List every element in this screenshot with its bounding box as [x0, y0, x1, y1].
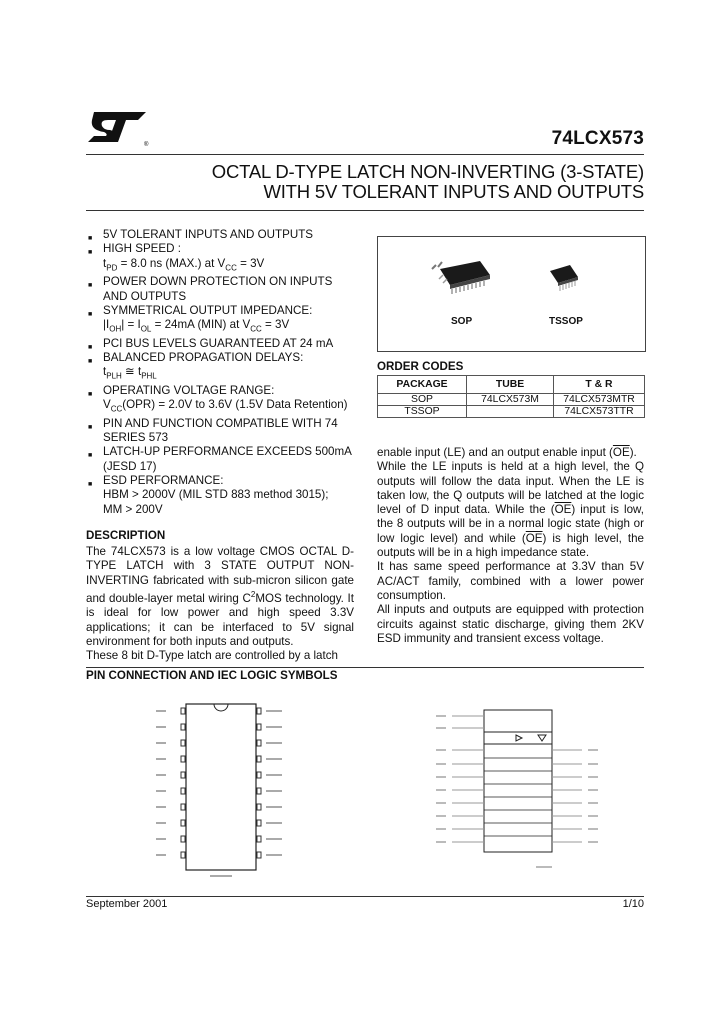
table-cell [467, 406, 554, 418]
tssop-package-image [546, 263, 580, 293]
page-number: 1/10 [622, 898, 644, 910]
table-header: TUBE [467, 376, 554, 394]
svg-text:®: ® [144, 142, 149, 148]
description-continued [377, 446, 644, 646]
feature-item: ■ PCI BUS LEVELS GUARANTEED AT 24 mA [86, 337, 354, 351]
paragraph: All inputs and outputs are equipped with protection circuits against static discharge, giving them 2KV ESD immunity and transient excess voltage. [377, 603, 644, 645]
bullet-icon: ■ [88, 390, 93, 398]
bullet-icon: ■ [88, 282, 93, 290]
st-logo [86, 106, 150, 148]
table-header-row [378, 376, 645, 394]
footer-rule [86, 896, 644, 897]
table-cell: TSSOP [378, 406, 467, 418]
paragraph: While the LE inputs is held at a high level, the Q outputs will follow the data input. When the LE is taken low, the Q outputs will be latched at the logic level of D input data. While the $(\overline{OE})$ input is low, the 8 outputs will be in a normal logic state (high or low logic level) and while $(\overline{OE})$ is high level, the outputs will be in a high impedance state. [377, 460, 645, 560]
pin-connection-diagram [150, 700, 290, 880]
feature-item: ■ HIGH SPEED : $t_{PD} = 8.0$ ns (MAX.) at $V_{CC} = 3V$ [88, 242, 265, 272]
iec-logic-symbol [432, 700, 622, 878]
sop-package-image [430, 259, 492, 297]
bullet-icon: ■ [88, 343, 93, 351]
table-cell: 74LCX573MTR [554, 394, 645, 406]
feature-item: ■ 5V TOLERANT INPUTS AND OUTPUTS [86, 228, 354, 242]
part-number: 74LCX573 [551, 128, 644, 149]
feature-item: ■ POWER DOWN PROTECTION ON INPUTS AND OUTPUTS [88, 275, 333, 303]
table-row [378, 394, 645, 406]
pin-section-heading: PIN CONNECTION AND IEC LOGIC SYMBOLS [86, 669, 338, 682]
footer-date: September 2001 [86, 898, 168, 910]
bullet-icon: ■ [88, 358, 93, 365]
package-figure [377, 236, 646, 352]
section-rule [86, 667, 644, 668]
order-codes-heading: ORDER CODES [377, 360, 464, 373]
feature-item: ■ OPERATING VOLTAGE RANGE: $V_{CC}(OPR) = 2.0V$ to 3.6V (1.5V Data Retention) [88, 383, 348, 414]
table-cell: SOP [378, 394, 467, 406]
feature-item: ■ SYMMETRICAL OUTPUT IMPEDANCE: $|I_{OH}| = I_{OL} = 24mA$ (MIN) at $V_{CC} = 3V$ [88, 303, 313, 334]
feature-item: ■ PIN AND FUNCTION COMPATIBLE WITH 74 SERIES 573 [88, 416, 338, 445]
feature-item: ■ ESD PERFORMANCE: HBM > 2000V (MIL STD 883 method 3015); MM > 200V [88, 474, 329, 516]
bullet-icon: ■ [88, 481, 93, 488]
feature-item: ■ BALANCED PROPAGATION DELAYS: $t_{PLH}$ ≅ $t_{PHL}$ [88, 351, 304, 381]
order-codes-table [377, 375, 645, 418]
paragraph: enable input (LE) and an output enable input $(\overline{OE})$. [377, 446, 637, 459]
bullet-icon: ■ [88, 249, 93, 257]
paragraph: It has same speed performance at 3.3V than 5V AC/ACT family, combined with a lower power consumption. [377, 560, 644, 602]
bullet-icon: ■ [88, 310, 93, 318]
table-header: PACKAGE [378, 376, 467, 394]
title-line-1: OCTAL D-TYPE LATCH NON-INVERTING (3-STATE) [211, 161, 644, 182]
title-rule [86, 210, 644, 211]
bullet-icon: ■ [88, 423, 93, 431]
bullet-icon: ■ [88, 452, 93, 460]
table-cell: 74LCX573TTR [554, 406, 645, 418]
title-line-2: WITH 5V TOLERANT INPUTS AND OUTPUTS [263, 181, 644, 202]
table-row [378, 406, 645, 418]
header-rule [86, 154, 644, 155]
table-header: T & R [554, 376, 645, 394]
description-heading: DESCRIPTION [86, 528, 166, 542]
page-title [212, 162, 644, 202]
feature-item: ■ LATCH-UP PERFORMANCE EXCEEDS 500mA (JESD 17) [88, 445, 352, 473]
description-text: The 74LCX573 is a low voltage CMOS OCTAL D-TYPE LATCH with 3 STATE OUTPUT NON-INVERTING fabricated with sub-micron silicon gate and double-layer metal wiring $C^2MOS$ technology. It is ideal for low power and high speed 3.3V applications; it can be interfaced to 5V signal environment for both inputs and outputs. These 8 bit D-Type latch are controlled by a latch [86, 545, 354, 663]
tssop-label: TSSOP [549, 316, 583, 327]
table-cell: 74LCX573M [467, 394, 554, 406]
features-column [86, 228, 354, 663]
sop-label: SOP [451, 316, 473, 327]
bullet-icon: ■ [88, 235, 93, 242]
